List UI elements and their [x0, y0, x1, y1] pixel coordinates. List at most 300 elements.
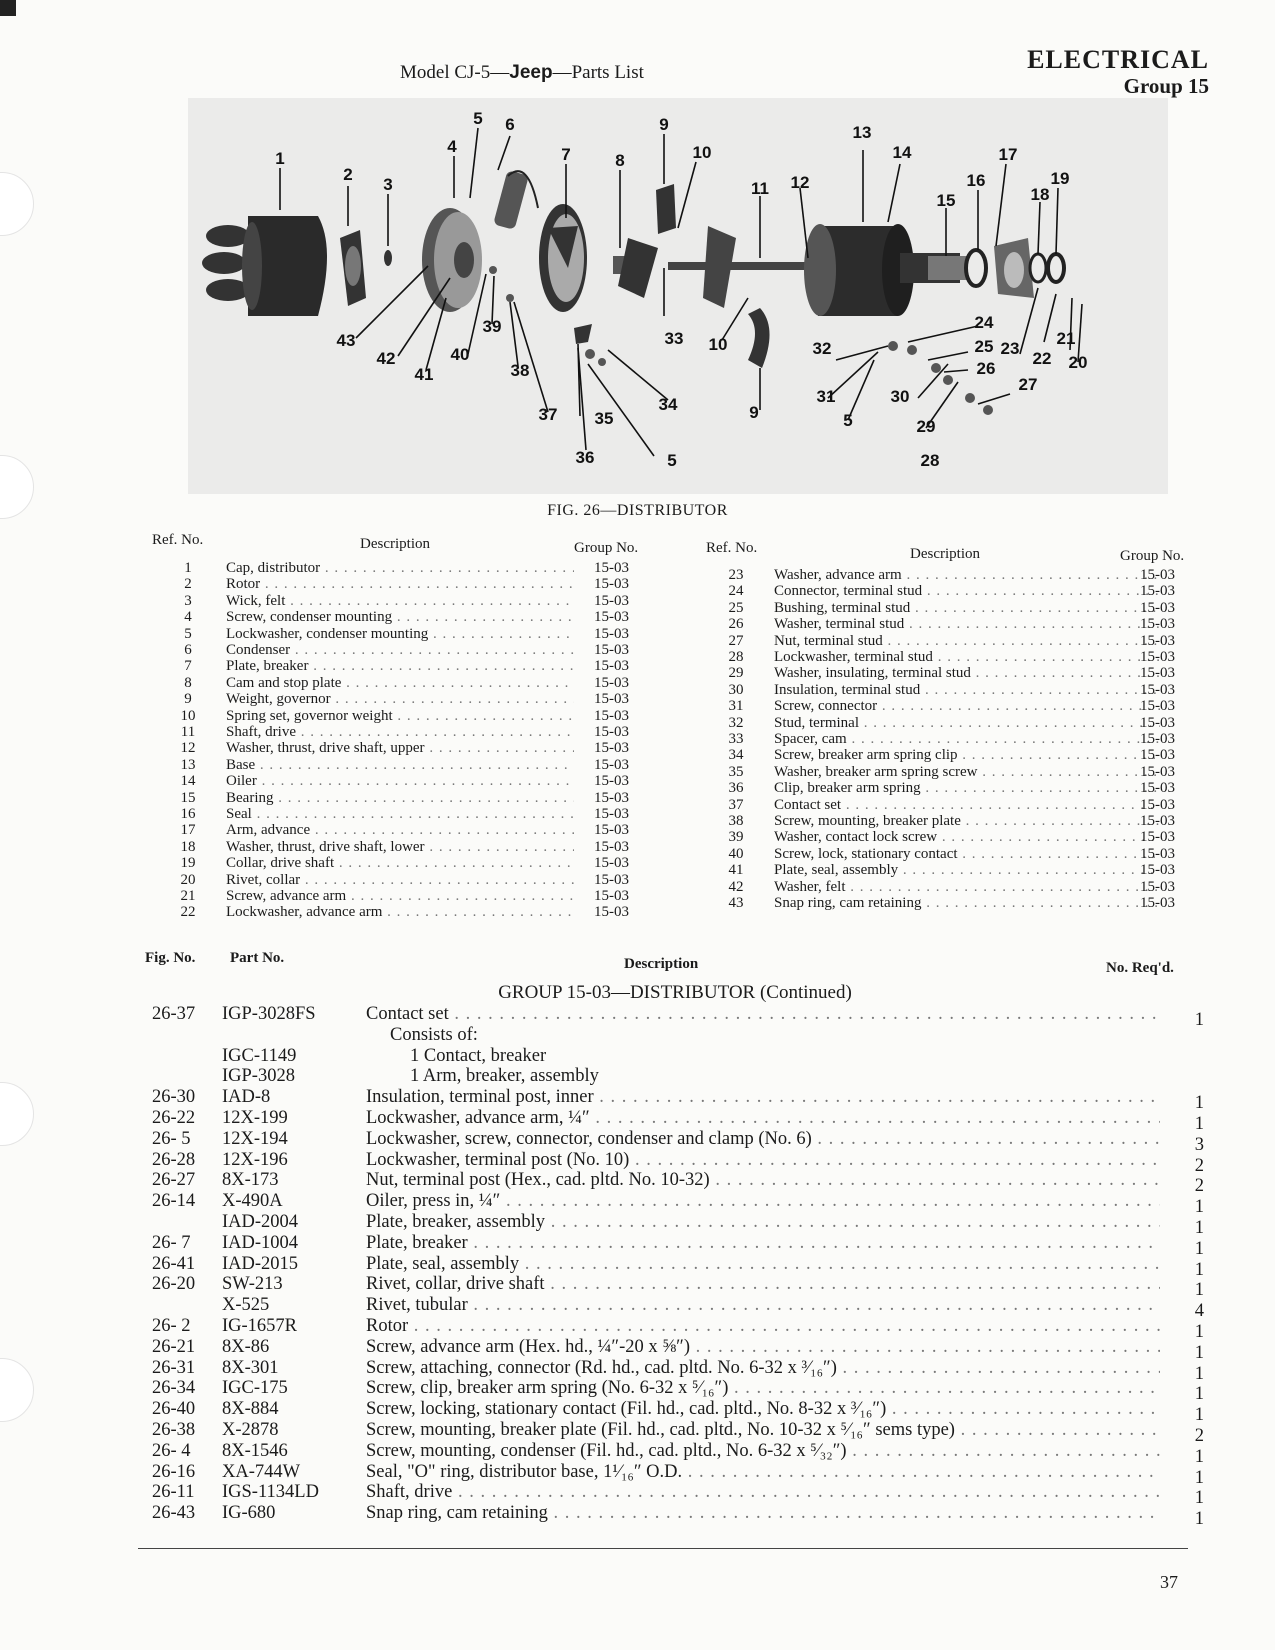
ref-description-text: Arm, advance: [226, 822, 311, 839]
qty-required: 2: [1194, 1155, 1204, 1176]
ref-header-right-ref: Ref. No.: [706, 540, 758, 556]
parts-row: [0, 1253, 1275, 1280]
callout-label: 38: [510, 361, 530, 380]
callout-label: 6: [505, 115, 515, 134]
callout-label: 5: [843, 411, 853, 430]
parts-row: [0, 1420, 1275, 1446]
ref-description: [226, 626, 574, 642]
ref-number: 12: [180, 740, 196, 757]
ref-group-no: 15-03: [1140, 895, 1175, 911]
ref-description: [226, 740, 574, 756]
section-group: Group 15: [1123, 74, 1209, 98]
ref-description: [774, 829, 1160, 845]
callout-label: 22: [1032, 349, 1052, 368]
col-header-description: Description: [624, 956, 699, 972]
ref-number: 6: [184, 642, 192, 658]
ref-group-no: 15-03: [594, 674, 629, 691]
ref-number: 18: [180, 838, 196, 855]
part-description-text: 1 Contact, breaker: [410, 1045, 547, 1066]
part-description: [366, 1503, 1160, 1524]
part-description: [366, 1004, 1160, 1025]
ref-description-text: Rotor: [226, 576, 261, 593]
ref-group-no: 15-03: [594, 707, 629, 724]
ref-group-no: 15-03: [594, 789, 629, 806]
callout-label: 11: [751, 179, 769, 198]
qty-required: 1: [1194, 1342, 1204, 1363]
page-number: 37: [1160, 1572, 1178, 1592]
callout-label: 17: [998, 145, 1018, 164]
parts-row: [0, 1191, 1275, 1218]
ref-description: [774, 583, 1160, 599]
ref-number: 38: [728, 813, 744, 829]
parts-row: [0, 1046, 1275, 1067]
part-no: IG-680: [222, 1503, 276, 1524]
diagram-svg: [188, 98, 1168, 494]
part-description-text: Screw, clip, breaker arm spring (No. 6-32 x ⁵⁄₁₆″): [366, 1378, 729, 1399]
fig-no: 26-38: [152, 1420, 196, 1440]
part-description: [410, 1066, 1160, 1087]
fig-no: 26-22: [152, 1108, 196, 1128]
ref-description-text: Cap, distributor: [226, 560, 321, 576]
ref-header-left-ref: Ref. No.: [152, 532, 204, 548]
callout-label: 9: [749, 403, 759, 422]
qty-required: 1: [1194, 1093, 1204, 1114]
ref-description-text: Lockwasher, advance arm: [226, 904, 383, 921]
parts-row: [0, 1087, 1275, 1114]
header-brand: Jeep: [509, 62, 553, 83]
section-title: ELECTRICAL: [1027, 45, 1209, 74]
qty-required: 1: [1194, 1010, 1204, 1030]
ref-description-text: Washer, felt: [774, 878, 846, 895]
ref-description-text: Condenser: [226, 642, 291, 658]
part-description-text: Rivet, tubular: [366, 1295, 468, 1316]
ref-group-no: 15-03: [1140, 665, 1175, 682]
callout-label: 43: [336, 331, 356, 350]
ref-group-no: 15-03: [594, 838, 629, 855]
ref-description-text: Screw, breaker arm spring clip: [774, 747, 958, 764]
part-no: 8X-884: [222, 1399, 279, 1420]
ref-number: 19: [180, 855, 196, 872]
callout-label: 36: [575, 448, 595, 467]
parts-row: [0, 1378, 1275, 1405]
ref-group-no: 15-03: [1140, 862, 1175, 879]
part-description: [366, 1170, 1160, 1191]
ref-number: 5: [184, 625, 192, 642]
callout-label: 7: [561, 145, 571, 164]
part-description-text: Shaft, drive: [366, 1482, 453, 1503]
ref-number: 43: [728, 895, 744, 911]
ref-description-text: Washer, advance arm: [774, 567, 902, 583]
ref-number: 34: [728, 747, 744, 764]
ref-number: 15: [180, 789, 196, 806]
ref-group-no: 15-03: [594, 642, 629, 658]
parts-row: [0, 1274, 1275, 1301]
ref-description: [226, 904, 574, 920]
fig-no: 26- 7: [152, 1232, 191, 1253]
ref-number: 17: [180, 822, 196, 839]
ref-number: 4: [184, 609, 192, 626]
parts-row: [0, 1461, 1275, 1488]
callout-label: 33: [664, 329, 684, 348]
ref-group-no: 15-03: [1140, 813, 1175, 829]
ref-description-text: Stud, terminal: [774, 714, 859, 731]
ref-group-no: 15-03: [1140, 747, 1175, 764]
leader-lines: [280, 128, 1082, 456]
ref-group-no: 15-03: [1140, 649, 1175, 665]
part-description-text: Insulation, terminal post, inner: [366, 1087, 594, 1108]
part-description-text: Contact set: [366, 1004, 449, 1024]
fig-no: 26-28: [152, 1149, 196, 1170]
ref-description-text: Screw, connector: [774, 698, 878, 715]
callout-label: 42: [376, 349, 396, 368]
col-header-part-no: Part No.: [230, 950, 285, 966]
part-description-text: Consists of:: [390, 1024, 478, 1045]
part-no: 12X-194: [222, 1128, 288, 1149]
ref-group-no: 15-03: [1140, 616, 1175, 633]
part-description: [410, 1046, 1160, 1067]
fig-no: 26-31: [152, 1357, 196, 1378]
part-description-text: Screw, mounting, breaker plate (Fil. hd., cad. pltd., No. 10-32 x ⁵⁄₁₆″ sems type): [366, 1420, 955, 1440]
qty-required: 2: [1194, 1176, 1204, 1197]
fig-no: 26-27: [152, 1170, 196, 1191]
callout-label: 28: [920, 451, 940, 470]
ref-group-no: 15-03: [1140, 780, 1175, 797]
part-no: IAD-2004: [222, 1212, 299, 1232]
part-description: [366, 1462, 1160, 1483]
qty-required: 1: [1194, 1446, 1204, 1467]
callout-label: 26: [976, 359, 996, 378]
part-description-text: Seal, "O" ring, distributor base, 1¹⁄₁₆″ O.D.: [366, 1461, 683, 1482]
ref-description-text: Nut, terminal stud: [774, 632, 883, 649]
part-seal-arm-collar: [966, 238, 1064, 298]
ref-description: [774, 747, 1160, 763]
callout-label: 20: [1068, 353, 1088, 372]
fig-no: 26-34: [152, 1378, 196, 1399]
part-description-text: Snap ring, cam retaining: [366, 1503, 548, 1524]
ref-description: [226, 839, 574, 855]
parts-row: [0, 1295, 1275, 1322]
parts-row: [0, 1212, 1275, 1238]
ref-group-no: 15-03: [594, 756, 629, 773]
parts-row: [0, 1066, 1275, 1087]
ref-number: 7: [184, 658, 192, 675]
callout-label: 19: [1050, 169, 1070, 188]
part-description: [366, 1233, 1160, 1254]
ref-number: 22: [180, 904, 196, 921]
qty-required: 2: [1194, 1426, 1204, 1446]
ref-description: [226, 691, 574, 707]
part-description-text: Rotor: [366, 1316, 409, 1336]
callout-label: 40: [450, 345, 470, 364]
ref-description-text: Plate, seal, assembly: [774, 862, 899, 879]
ref-description: [226, 642, 574, 658]
callout-label: 23: [1000, 339, 1020, 358]
ref-description-text: Washer, breaker arm spring screw: [774, 763, 978, 780]
qty-required: 1: [1194, 1322, 1204, 1342]
part-no: IGP-3028: [222, 1066, 295, 1087]
part-description-text: Screw, advance arm (Hex. hd., ¼″-20 x ⅝″): [366, 1336, 690, 1357]
part-description: [366, 1129, 1160, 1150]
ref-description-text: Screw, condenser mounting: [226, 609, 393, 626]
ref-header-right-group: Group No.: [1120, 548, 1185, 564]
ref-description-text: Wick, felt: [226, 592, 286, 609]
ref-description: [226, 576, 574, 592]
part-description: [366, 1087, 1160, 1108]
parts-row: [0, 1170, 1275, 1197]
ref-description-text: Contact set: [774, 796, 842, 813]
ref-number: 29: [728, 665, 744, 682]
ref-description-text: Screw, mounting, breaker plate: [774, 813, 961, 829]
parts-row: [0, 1149, 1275, 1176]
ref-description: [226, 593, 574, 609]
qty-required: 1: [1194, 1238, 1204, 1259]
parts-row: [0, 1357, 1275, 1384]
ref-number: 40: [728, 845, 744, 862]
ref-group-no: 15-03: [1140, 731, 1175, 747]
ref-group-no: 15-03: [594, 855, 629, 872]
ref-number: 41: [728, 862, 744, 879]
ref-description: [774, 797, 1160, 813]
part-no: 8X-301: [222, 1357, 279, 1378]
ref-group-no: 15-03: [1140, 567, 1175, 583]
ref-description: [226, 757, 574, 773]
ref-group-no: 15-03: [1140, 698, 1175, 715]
ref-description: [774, 600, 1160, 616]
qty-required: 1: [1194, 1509, 1204, 1530]
part-breaker-plate: [539, 204, 587, 312]
ref-number: 10: [180, 707, 196, 724]
ref-number: 30: [728, 681, 744, 698]
part-description: [366, 1358, 1160, 1379]
ref-description: [226, 872, 574, 888]
ref-group-no: 15-03: [594, 871, 629, 888]
part-shaft: [668, 226, 818, 308]
fig-no: 26-40: [152, 1399, 196, 1420]
ref-group-no: 15-03: [1140, 878, 1175, 895]
ref-description: [226, 855, 574, 871]
qty-required: 1: [1194, 1197, 1204, 1218]
ref-description-text: Washer, insulating, terminal stud: [774, 665, 971, 682]
ref-description: [774, 846, 1160, 862]
ref-header-right-desc: Description: [910, 546, 980, 562]
part-description: [366, 1191, 1160, 1212]
fig-no: 26- 5: [152, 1128, 191, 1149]
qty-required: 3: [1194, 1134, 1204, 1155]
ref-description-text: Washer, thrust, drive shaft, lower: [226, 838, 425, 855]
ref-description-text: Cam and stop plate: [226, 674, 342, 691]
part-no: 12X-199: [222, 1108, 288, 1128]
ref-description: [226, 560, 574, 576]
ref-number: 16: [180, 806, 196, 822]
ref-number: 26: [728, 616, 744, 633]
ref-description: [774, 813, 1160, 829]
callout-label: 29: [916, 417, 936, 436]
part-description: [366, 1378, 1160, 1399]
ref-description: [774, 715, 1160, 731]
ref-group-no: 15-03: [594, 740, 629, 757]
col-header-no-reqd: No. Req'd.: [1106, 960, 1174, 976]
ref-number: 42: [728, 878, 744, 895]
part-no: X-2878: [222, 1420, 279, 1440]
ref-group-no: 15-03: [1140, 599, 1175, 616]
ref-group-no: 15-03: [594, 904, 629, 921]
fig-no: 26-16: [152, 1461, 196, 1482]
ref-description-text: Lockwasher, condenser mounting: [226, 625, 429, 642]
callout-label: 34: [658, 395, 678, 414]
ref-group-no: 15-03: [594, 592, 629, 609]
part-no: IG-1657R: [222, 1316, 298, 1336]
part-felt-wick: [384, 250, 392, 266]
part-description-text: Screw, mounting, condenser (Fil. hd., cad. pltd., No. 6-32 x ⁵⁄₃₂″): [366, 1440, 847, 1461]
callout-label: 5: [473, 109, 483, 128]
ref-description: [226, 806, 574, 822]
callout-label: 10: [708, 335, 728, 354]
qty-required: 1: [1194, 1280, 1204, 1301]
distributor-exploded-diagram: [188, 98, 1168, 494]
callout-label: 27: [1018, 375, 1038, 394]
part-description: [366, 1254, 1160, 1275]
parts-row: [0, 1503, 1275, 1530]
header-model-prefix: Model CJ-5—: [400, 62, 510, 83]
part-no: SW-213: [222, 1274, 283, 1295]
ref-description: [774, 633, 1160, 649]
ref-description: [774, 731, 1160, 747]
parts-row: [0, 1108, 1275, 1134]
ref-description-text: Spring set, governor weight: [226, 707, 393, 724]
parts-row: [0, 1316, 1275, 1342]
part-seal-plate: [422, 208, 482, 312]
part-cap: [202, 216, 327, 316]
callout-label: 15: [936, 191, 956, 210]
ref-description-text: Spacer, cam: [774, 731, 847, 747]
part-no: IGP-3028FS: [222, 1004, 316, 1024]
part-no: 8X-86: [222, 1336, 270, 1357]
ref-group-no: 15-03: [594, 560, 629, 576]
callout-label: 9: [659, 115, 669, 134]
ref-group-no: 15-03: [1140, 632, 1175, 649]
ref-group-no: 15-03: [594, 822, 629, 839]
ref-group-no: 15-03: [594, 625, 629, 642]
header-model-suffix: —Parts List: [552, 62, 644, 83]
ref-description: [774, 780, 1160, 796]
qty-required: 1: [1194, 1467, 1204, 1488]
ref-group-no: 15-03: [1140, 845, 1175, 862]
callout-label: 30: [890, 387, 910, 406]
ref-group-no: 15-03: [1140, 583, 1175, 600]
fig-no: 26-14: [152, 1191, 196, 1212]
ref-group-no: 15-03: [594, 888, 629, 904]
ref-description: [226, 609, 574, 625]
parts-row: [0, 1025, 1275, 1046]
callout-label: 12: [790, 173, 810, 192]
ref-number: 35: [728, 763, 744, 780]
ref-description-text: Collar, drive shaft: [226, 855, 335, 872]
ref-description: [226, 773, 574, 789]
ref-description-text: Lockwasher, terminal stud: [774, 649, 933, 665]
part-description-text: Plate, seal, assembly: [366, 1253, 520, 1274]
ref-number: 14: [180, 773, 196, 790]
part-no: 12X-196: [222, 1149, 288, 1170]
qty-required: 1: [1194, 1384, 1204, 1405]
part-description: [366, 1274, 1160, 1295]
parts-row: [0, 1128, 1275, 1155]
page-header-model: [400, 62, 644, 84]
part-description: [366, 1441, 1160, 1462]
ref-description-text: Washer, terminal stud: [774, 616, 905, 633]
col-header-fig-no: Fig. No.: [145, 950, 196, 966]
ref-description-text: Rivet, collar: [226, 871, 301, 888]
ref-number: 21: [180, 888, 196, 904]
ref-number: 11: [180, 724, 196, 740]
ref-description: [774, 879, 1160, 895]
part-description: [366, 1399, 1160, 1420]
part-description: [366, 1108, 1160, 1129]
ref-description: [774, 649, 1160, 665]
ref-description-text: Shaft, drive: [226, 724, 296, 740]
ref-number: 23: [728, 567, 744, 583]
part-description-text: Nut, terminal post (Hex., cad. pltd. No. 10-32): [366, 1170, 710, 1191]
ref-description-text: Washer, thrust, drive shaft, upper: [226, 740, 425, 757]
page-corner-mark: [0, 0, 16, 16]
ref-description-text: Washer, contact lock screw: [774, 829, 938, 846]
callout-label: 10: [692, 143, 712, 162]
callout-label: 8: [615, 151, 625, 170]
part-no: 8X-1546: [222, 1440, 288, 1461]
ref-description: [774, 895, 1160, 911]
callout-label: 37: [538, 405, 558, 424]
callout-label: 4: [447, 137, 457, 156]
part-description: [366, 1482, 1160, 1503]
ref-description: [774, 764, 1160, 780]
ref-description: [774, 616, 1160, 632]
ref-group-no: 15-03: [1140, 829, 1175, 846]
callout-label: 13: [852, 123, 872, 142]
part-description: [366, 1212, 1160, 1233]
part-description: [366, 1316, 1160, 1337]
callout-numbers: [275, 109, 1087, 470]
fig-no: 26-21: [152, 1336, 196, 1357]
part-description-text: Lockwasher, terminal post (No. 10): [366, 1149, 630, 1170]
ref-group-no: 15-03: [594, 658, 629, 675]
ref-header-left-group: Group No.: [574, 540, 639, 556]
part-description-text: Plate, breaker: [366, 1232, 468, 1253]
callout-label: 16: [966, 171, 986, 190]
ref-group-no: 15-03: [1140, 796, 1175, 813]
ref-description: [226, 724, 574, 740]
ref-number: 28: [728, 649, 744, 665]
callout-label: 18: [1030, 185, 1050, 204]
fig-no: 26- 2: [152, 1316, 191, 1336]
fig-no: 26-41: [152, 1253, 196, 1274]
qty-required: 4: [1194, 1301, 1204, 1322]
ref-description: [226, 790, 574, 806]
callout-label: 31: [816, 387, 836, 406]
parts-row: [0, 1482, 1275, 1509]
parts-row: [0, 1232, 1275, 1259]
part-no: IGC-175: [222, 1378, 288, 1399]
ref-number: 25: [728, 599, 744, 616]
qty-required: 1: [1194, 1218, 1204, 1238]
ref-group-no: 15-03: [594, 576, 629, 593]
ref-description: [226, 888, 574, 904]
group-title: GROUP 15-03—DISTRIBUTOR (Continued): [498, 982, 852, 1003]
part-rotor: [340, 230, 366, 306]
ref-group-no: 15-03: [594, 806, 629, 822]
callout-label: 32: [812, 339, 832, 358]
qty-required: 1: [1194, 1259, 1204, 1280]
qty-required: 1: [1194, 1114, 1204, 1134]
binder-hole: [0, 172, 34, 236]
